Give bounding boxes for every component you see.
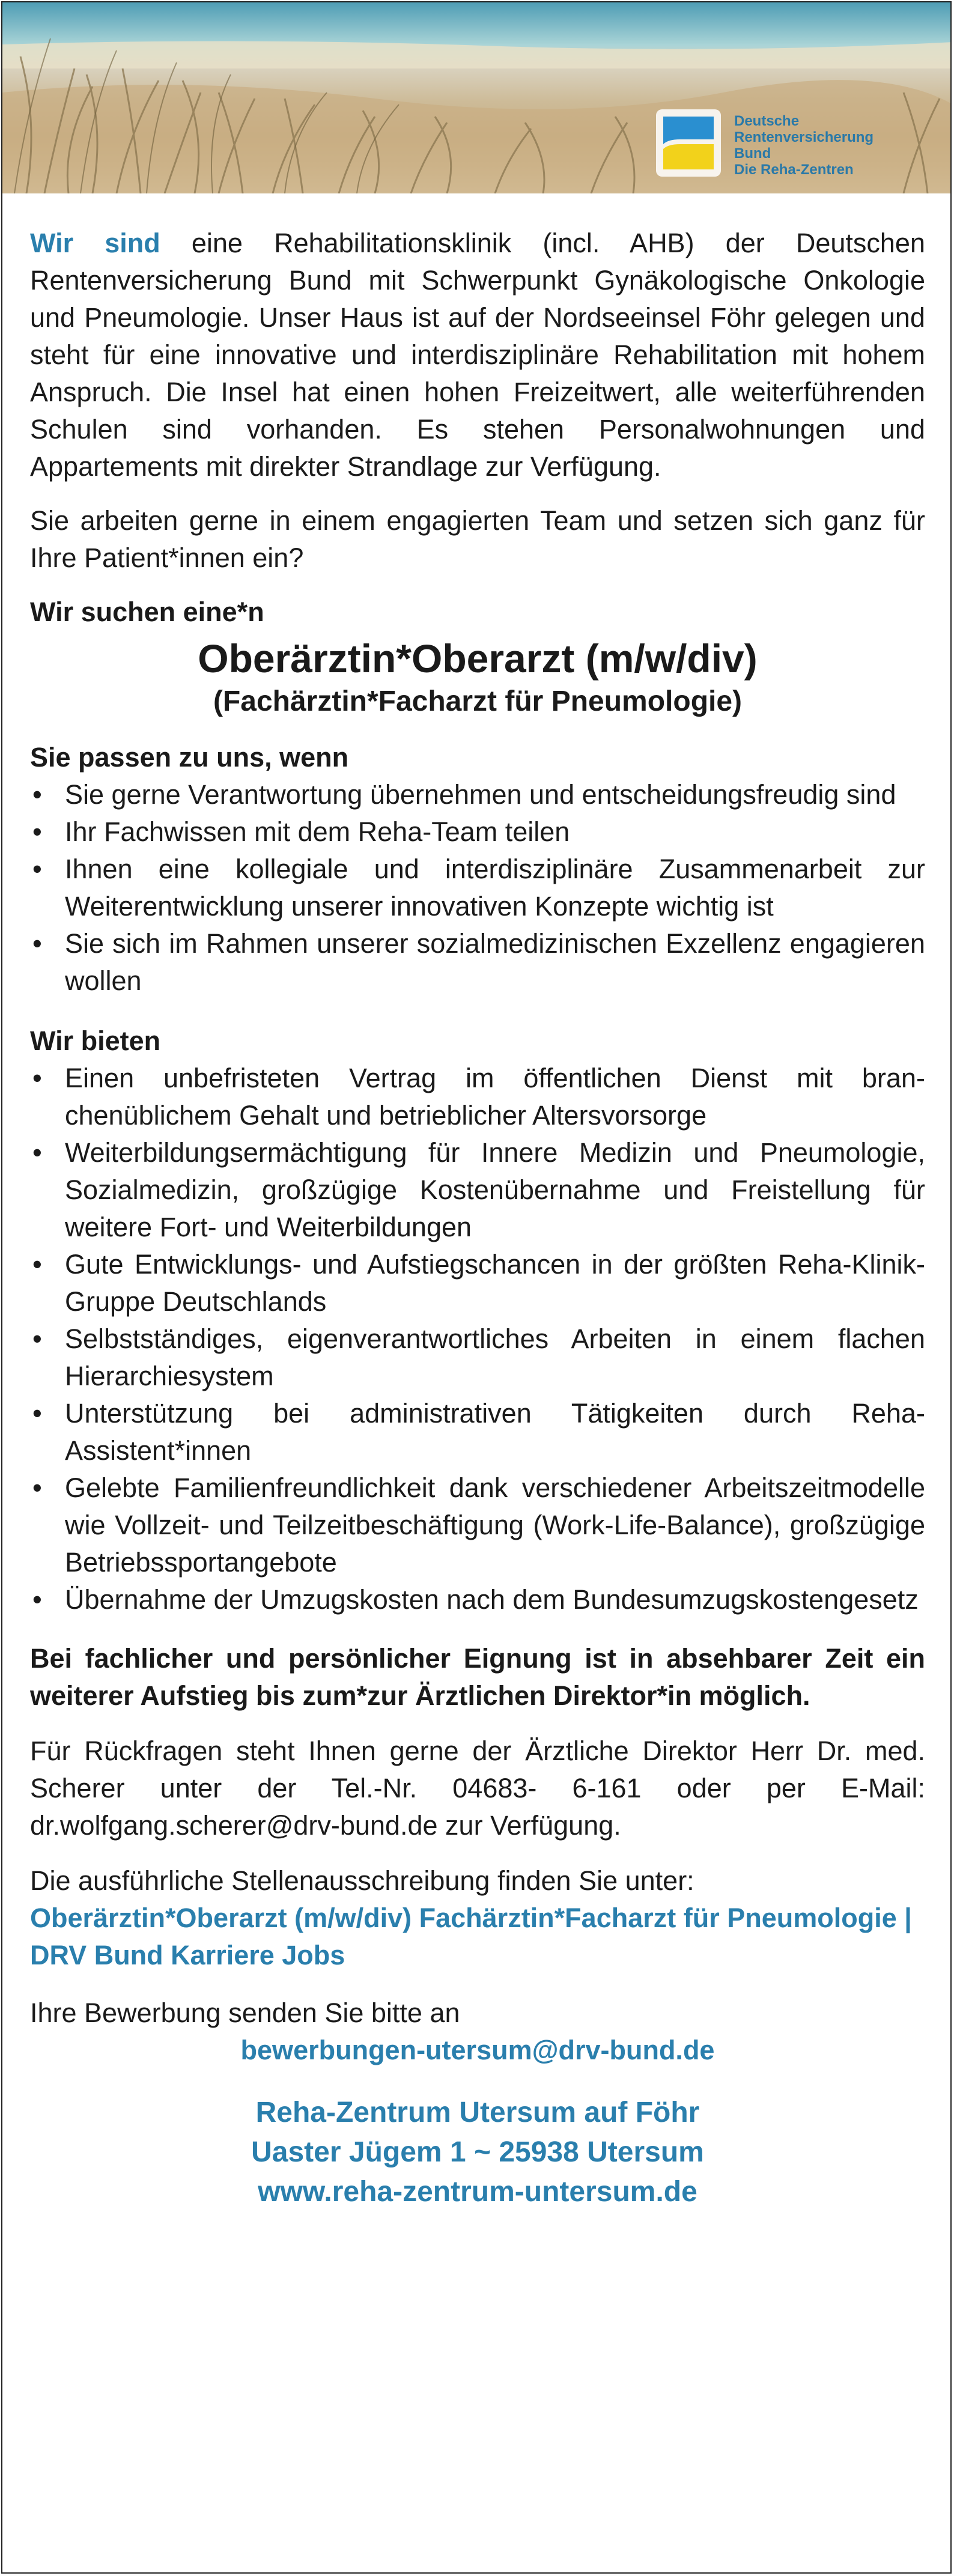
offer-item: • Einen unbefristeten Vertrag im öffentlichen Dienst mit branchenüblichem Gehalt und betrieblicher Altersvorsorge — [30, 1060, 925, 1134]
intro-lead: Wir sind — [30, 228, 160, 258]
job-title: Oberärztin*Oberarzt (m/w/div) — [198, 636, 758, 681]
posting-label: Die ausführliche Stellenausschreibung finden Sie unter: — [30, 1865, 694, 1896]
search-label: Wir suchen eine*n — [30, 597, 264, 627]
ad-body — [30, 225, 925, 2212]
intro-text: eine Rehabilitationsklinik (incl. AHB) der Deutschen Rentenversicherung Bund mit Schwerpunkt Gynäkologische Onkologie und Pneumologie. Unser Haus ist auf der Nordseeinsel Föhr gelegen und steht für eine innovative und interdisziplinäre Rehabilitation mit hohem Anspruch. Die Insel hat einen hohen Freizeitwert, alle weiterführenden Schulen sind vorhanden. Es stehen Personalwohnungen und Appartements mit direkter Strandlage zur Verfügung. — [30, 228, 925, 482]
fit-item: • Ihnen eine kollegiale und interdisziplinäre Zusammenarbeit zur Weiterentwicklung unserer innovativen Konzepte wichtig ist — [30, 851, 925, 925]
job-ad — [1, 1, 952, 2574]
intro-paragraph — [30, 225, 925, 485]
offer-item: • Gelebte Familienfreundlichkeit dank verschiedener Arbeitszeitmodelle wie Vollzeit- und Teilzeitbeschäftigung (Work-Life-Balance), großzügige Betriebssportangebote — [30, 1469, 925, 1581]
fit-heading: Sie passen zu uns, wenn — [30, 742, 349, 773]
drv-logo — [656, 109, 902, 181]
offer-list — [30, 1060, 925, 1618]
fit-item: • Sie gerne Verantwortung übernehmen und entscheidungsfreudig sind — [30, 776, 925, 813]
logo-line-1: Deutsche — [734, 113, 800, 129]
logo-line-4: Die Reha-Zentren — [734, 162, 854, 178]
fit-item: • Ihr Fachwissen mit dem Reha-Team teilen — [30, 813, 925, 851]
offer-item: • Gute Entwicklungs- und Aufstiegschancen in der größten Reha-Klinik-Gruppe Deutschlands — [30, 1246, 925, 1320]
drv-logo-text — [734, 113, 873, 178]
offer-heading: Wir bieten — [30, 1025, 161, 1056]
offer-item: • Weiterbildungsermächtigung für Innere Medizin und Pneumologie, Sozialmedizin, großzügige Kostenübernahme und Freistellung für weitere Fort- und Weiterbildungen — [30, 1134, 925, 1246]
logo-line-3: Bund — [734, 145, 771, 162]
career-note: Bei fachlicher und persönlicher Eignung ist in absehbarer Zeit ein weiterer Aufstieg bis zum*zur Ärztlichen Direktor*in möglich. — [30, 1643, 925, 1711]
apply-email-link[interactable]: bewerbungen-utersum@drv-bund.de — [240, 2035, 715, 2065]
contact-paragraph: Für Rückfragen steht Ihnen gerne der Ärztliche Direktor Herr Dr. med. Scherer unter der Tel.-Nr. 04683- 6-161 oder per E-Mail: dr.wolfgang.scherer@drv-bund.de zur Verfügung. — [30, 1736, 925, 1841]
address-street: Uaster Jügem 1 ~ 25938 Utersum — [251, 2136, 704, 2168]
offer-item: • Übernahme der Umzugskosten nach dem Bundesumzugskostengesetz — [30, 1581, 925, 1618]
address-clinic: Reha-Zentrum Utersum auf Föhr — [255, 2097, 700, 2128]
fit-list — [30, 776, 925, 1000]
address-block — [30, 2093, 925, 2212]
offer-item: • Unterstützung bei administrativen Tätigkeiten durch Reha-Assistent*innen — [30, 1395, 925, 1469]
offer-item: • Selbstständiges, eigenverantwortliches Arbeiten in einem flachen Hierarchiesystem — [30, 1320, 925, 1395]
drv-logo-mark-icon — [656, 109, 721, 177]
apply-label: Ihre Bewerbung senden Sie bitte an — [30, 1997, 460, 2028]
team-paragraph: Sie arbeiten gerne in einem engagierten Team und setzen sich ganz für Ihre Patient*innen ein? — [30, 505, 925, 573]
job-subtitle: (Fachärztin*Facharzt für Pneumologie) — [213, 685, 743, 717]
address-website-link[interactable]: www.reha-zentrum-untersum.de — [258, 2176, 697, 2208]
logo-line-2: Rentenversicherung — [734, 129, 874, 145]
posting-link[interactable]: Oberärztin*Oberarzt (m/w/div) Fachärztin*Facharzt für Pneumologie | DRV Bund Karriere Jobs — [30, 1903, 912, 1970]
fit-item: • Sie sich im Rahmen unserer sozialmedizinischen Exzellenz engagieren wollen — [30, 925, 925, 1000]
beach-header-image — [2, 2, 950, 193]
